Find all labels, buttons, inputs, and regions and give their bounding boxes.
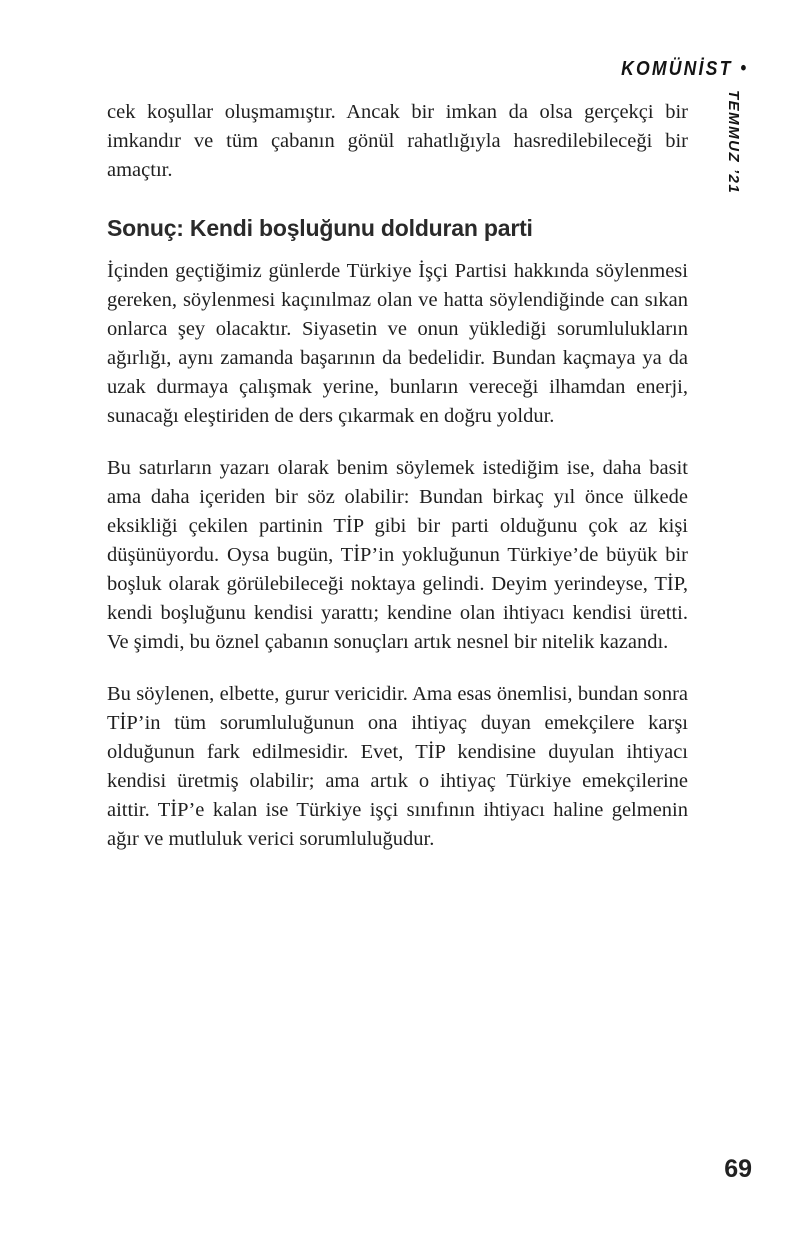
page-number: 69 [724, 1155, 752, 1183]
masthead-bullet-icon: • [740, 57, 746, 79]
paragraph-continuation: cek koşullar oluşmamıştır. Ancak bir imkan da olsa gerçekçi bir imkandır ve tüm çabanın gönül rahatlığıyla hasredilebileceği bir amaçtır. [107, 101, 688, 181]
section-heading: Sonuç: Kendi boşluğunu dolduran parti [107, 215, 533, 241]
paragraph: Bu satırların yazarı olarak benim söylemek istediğim ise, daha basit ama daha içeriden bir söz olabilir: Bundan birkaç yıl önce ülkede eksikliği çekilen partinin TİP gibi bir parti olduğunu çok az kişi düşünüyordu. Oysa bugün, TİP’in yokluğunun Türkiye’de büyük bir boşluk olarak görülebileceği noktaya gelindi. Deyim yerindeyse, TİP, kendi boşluğunu kendisi yarattı; kendine olan ihtiyacı kendisi üretti. Ve şimdi, bu öznel çabanın sonuçları artık nesnel bir nitelik kazandı. [107, 457, 688, 653]
issue-date-vertical: TEMMUZ ’21 [725, 90, 742, 195]
paragraph: İçinden geçtiğimiz günlerde Türkiye İşçi Partisi hakkında söylenmesi gereken, söylenmesi kaçınılmaz olan ve hatta söylendiğinde can sıkan onlarca şey olacaktır. Siyasetin ve onun yüklediği sorumlulukların ağırlığı, aynı zamanda başarının da bedelidir. Bundan kaçmaya ya da uzak durmaya çalışmak yerine, bunların vereceği ilhamdan enerji, sunacağı eleştiriden de ders çıkarmak en doğru yoldur. [107, 260, 688, 427]
magazine-masthead [621, 58, 746, 81]
article-body [107, 98, 688, 877]
magazine-title: KOMÜNİST [620, 58, 733, 80]
paragraph: Bu söylenen, elbette, gurur vericidir. Ama esas önemlisi, bundan sonra TİP’in tüm sorumluluğunun ona ihtiyaç duyan emekçilere karşı olduğunun fark edilmesidir. Evet, TİP kendisine duyulan ihtiyacı kendisi üretmiş olabilir; ama artık o ihtiyaç Türkiye emekçilerine aittir. TİP’e kalan ise Türkiye işçi sınıfının ihtiyacı haline gelmenin ağır ve mutluluk verici sorumluluğudur. [107, 683, 688, 850]
